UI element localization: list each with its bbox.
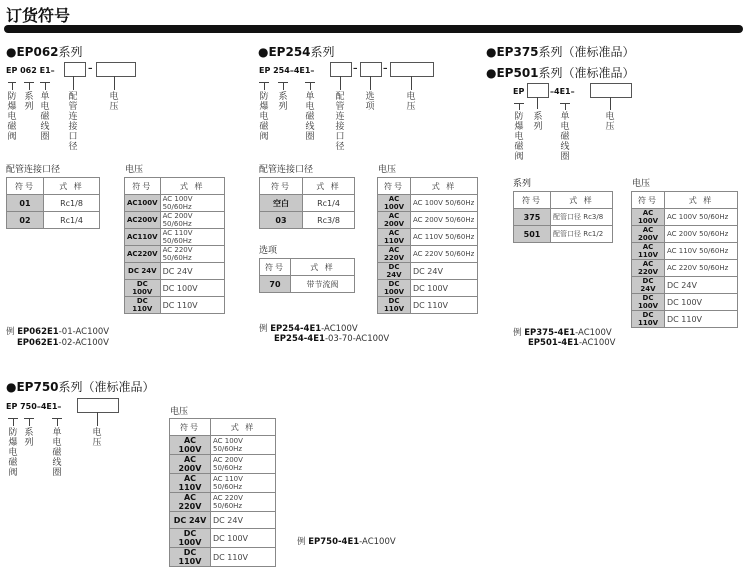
ep254-label: 系列 bbox=[278, 92, 288, 112]
table-cell: AC 220V bbox=[170, 493, 211, 512]
ep062-connector bbox=[45, 82, 46, 90]
table-header: 符号 bbox=[514, 192, 551, 209]
ep062-code: EP 062 E1– bbox=[6, 66, 55, 75]
table-cell: DC 100V bbox=[125, 280, 161, 297]
table-cell: AC110V bbox=[125, 229, 161, 246]
ep254-example-1 bbox=[259, 322, 358, 334]
table-header: 符号 bbox=[378, 178, 411, 195]
ep254-volt-caption: 电压 bbox=[378, 165, 397, 175]
table-cell: DC 24V bbox=[665, 277, 738, 294]
table-cell: DC 110V bbox=[160, 297, 224, 314]
table-cell: DC 110V bbox=[665, 311, 738, 328]
ep254-heading: ●EP254系列 bbox=[258, 45, 335, 59]
ep750-example-1 bbox=[297, 535, 396, 547]
ep375-volt-box bbox=[590, 83, 632, 98]
ep254-label: 配管连接口径 bbox=[335, 92, 345, 152]
table-cell: AC 200V 50/60Hz bbox=[211, 455, 276, 474]
table-cell: AC100V bbox=[125, 195, 161, 212]
example-code: EP750-4E1 bbox=[308, 537, 360, 547]
ep254-connector bbox=[283, 82, 284, 90]
table-cell: DC 110V bbox=[125, 297, 161, 314]
table-cell: AC 110V bbox=[378, 229, 411, 246]
ep062-pipe-table bbox=[6, 177, 100, 229]
example-label: 例 bbox=[297, 537, 306, 547]
page-title: 订货符号 bbox=[6, 6, 71, 25]
ep375-label: 单电磁线圈 bbox=[560, 112, 570, 162]
ep750-series: EP750 bbox=[16, 380, 59, 394]
ep254-connector bbox=[370, 76, 371, 90]
table-cell: 配管口径 Rc1/2 bbox=[551, 226, 613, 243]
ep750-series-suffix: 系列（准标准品） bbox=[58, 380, 155, 394]
example-code: EP501-4E1 bbox=[528, 338, 579, 348]
table-header: 式 样 bbox=[291, 259, 355, 276]
table-cell: AC 200V bbox=[632, 226, 665, 243]
ep375-series-caption: 系列 bbox=[513, 179, 532, 189]
ep254-example-2 bbox=[274, 334, 389, 344]
ep254-dash: – bbox=[353, 64, 358, 74]
table-cell: AC 110V 50/60Hz bbox=[211, 474, 276, 493]
ep375-example-2 bbox=[528, 338, 615, 348]
table-cell: AC 220V 50/60Hz bbox=[665, 260, 738, 277]
ep062-volt-table bbox=[124, 177, 225, 314]
table-header: 式 样 bbox=[411, 178, 478, 195]
table-header: 式 样 bbox=[303, 178, 355, 195]
ep375-label: 防爆电磁阀 bbox=[514, 112, 524, 162]
table-cell: Rc1/8 bbox=[44, 195, 100, 212]
ep750-volt-table bbox=[169, 418, 276, 567]
ep750-connector bbox=[57, 418, 58, 426]
ep062-connector bbox=[73, 76, 74, 90]
example-code: EP062E1 bbox=[17, 338, 59, 348]
table-header: 符号 bbox=[632, 192, 665, 209]
ep062-pipe-caption: 配管连接口径 bbox=[6, 165, 61, 175]
ep254-connector bbox=[264, 82, 265, 90]
table-header: 式 样 bbox=[44, 178, 100, 195]
table-header: 符号 bbox=[260, 178, 303, 195]
ep254-series-suffix: 系列 bbox=[310, 45, 335, 59]
table-cell: 配管口径 Rc3/8 bbox=[551, 209, 613, 226]
table-cell: DC 100V bbox=[632, 294, 665, 311]
ep062-connector bbox=[29, 82, 30, 90]
ep501-series: EP501 bbox=[496, 66, 539, 80]
ep062-pipe-box bbox=[64, 62, 86, 77]
ep254-connector bbox=[340, 76, 341, 90]
table-header: 符号 bbox=[260, 259, 291, 276]
table-cell: AC220V bbox=[125, 246, 161, 263]
title-bar bbox=[4, 25, 743, 33]
ep254-pipe-table bbox=[259, 177, 355, 229]
ep750-label: 单电磁线圈 bbox=[52, 428, 62, 478]
table-cell: Rc1/4 bbox=[44, 212, 100, 229]
table-cell: DC 24V bbox=[211, 512, 276, 529]
table-cell: AC 100V 50/60Hz bbox=[411, 195, 478, 212]
ep062-label: 防爆电磁阀 bbox=[7, 92, 17, 142]
ep254-option-box bbox=[360, 62, 382, 77]
table-cell: AC 200V 50/60Hz bbox=[411, 212, 478, 229]
table-cell: DC 100V bbox=[211, 529, 276, 548]
example-code: EP062E1 bbox=[17, 327, 59, 337]
ep375-connector bbox=[565, 103, 566, 110]
ep375-label: 系列 bbox=[533, 112, 543, 132]
table-cell: AC 220V bbox=[378, 246, 411, 263]
ep750-volt-caption: 电压 bbox=[170, 407, 189, 417]
ep375-series-suffix: 系列（准标准品） bbox=[538, 45, 635, 59]
ep501-heading: ●EP501系列（准标准品） bbox=[486, 66, 635, 80]
table-cell: AC 100V 50/60Hz bbox=[160, 195, 224, 212]
table-cell: DC 110V bbox=[411, 297, 478, 314]
ep375-connector bbox=[519, 103, 520, 110]
ep062-label: 电压 bbox=[109, 92, 119, 112]
ep750-label: 系列 bbox=[24, 428, 34, 448]
table-cell: AC 220V 50/60Hz bbox=[211, 493, 276, 512]
ep254-pipe-caption: 配管连接口径 bbox=[259, 165, 314, 175]
table-cell: DC 100V bbox=[170, 529, 211, 548]
ep501-series-suffix: 系列（准标准品） bbox=[538, 66, 635, 80]
ep375-volt-table bbox=[631, 191, 738, 328]
table-cell: AC 110V bbox=[632, 243, 665, 260]
ep254-connector bbox=[411, 76, 412, 90]
table-cell: 70 bbox=[260, 276, 291, 293]
table-header: 符号 bbox=[170, 419, 211, 436]
table-cell: AC 100V 50/60Hz bbox=[211, 436, 276, 455]
example-code: EP254-4E1 bbox=[274, 334, 325, 344]
table-cell: AC 100V bbox=[378, 195, 411, 212]
example-label: 例 bbox=[259, 324, 268, 334]
table-cell: 02 bbox=[7, 212, 44, 229]
ep375-volt-caption: 电压 bbox=[632, 179, 651, 189]
table-cell: 03 bbox=[260, 212, 303, 229]
table-cell: Rc1/4 bbox=[303, 195, 355, 212]
table-cell: AC 100V bbox=[170, 436, 211, 455]
table-cell: AC 110V 50/60Hz bbox=[411, 229, 478, 246]
table-cell: AC 200V bbox=[378, 212, 411, 229]
table-cell: DC 110V bbox=[170, 548, 211, 567]
ep750-connector bbox=[13, 418, 14, 426]
table-header: 符号 bbox=[7, 178, 44, 195]
table-cell: DC 24V bbox=[170, 512, 211, 529]
table-cell: DC 110V bbox=[378, 297, 411, 314]
ep750-connector bbox=[29, 418, 30, 426]
ep254-label: 防爆电磁阀 bbox=[259, 92, 269, 142]
table-cell: DC 100V bbox=[378, 280, 411, 297]
table-cell: AC 100V bbox=[632, 209, 665, 226]
table-header: 式 样 bbox=[160, 178, 224, 195]
table-cell: DC 24V bbox=[632, 277, 665, 294]
table-cell: DC 100V bbox=[411, 280, 478, 297]
ep254-volt-table bbox=[377, 177, 478, 314]
example-suffix: -AC100V bbox=[578, 338, 616, 348]
ep254-label: 选项 bbox=[365, 92, 375, 112]
ep254-option-table bbox=[259, 258, 355, 293]
ep375-code-prefix: EP bbox=[513, 87, 525, 96]
ep375-heading: ●EP375系列（准标准品） bbox=[486, 45, 635, 59]
table-cell: AC 220V 50/60Hz bbox=[411, 246, 478, 263]
ep254-dash: – bbox=[383, 64, 388, 74]
table-cell: 空白 bbox=[260, 195, 303, 212]
table-cell: AC 200V 50/60Hz bbox=[160, 212, 224, 229]
ep375-series: EP375 bbox=[496, 45, 539, 59]
example-label: 例 bbox=[6, 327, 15, 337]
ep062-series-suffix: 系列 bbox=[58, 45, 83, 59]
ep062-label: 系列 bbox=[24, 92, 34, 112]
ep062-connector bbox=[114, 76, 115, 90]
example-suffix: -02-AC100V bbox=[58, 338, 109, 348]
table-cell: 带节流阀 bbox=[291, 276, 355, 293]
table-header: 式 样 bbox=[211, 419, 276, 436]
table-cell: AC200V bbox=[125, 212, 161, 229]
ep375-connector bbox=[610, 97, 611, 110]
table-cell: AC 200V 50/60Hz bbox=[665, 226, 738, 243]
example-suffix: -03-70-AC100V bbox=[324, 334, 390, 344]
ep375-label: 电压 bbox=[605, 112, 615, 132]
table-cell: 01 bbox=[7, 195, 44, 212]
ep254-series: EP254 bbox=[268, 45, 311, 59]
ep254-pipe-box bbox=[330, 62, 352, 77]
ep750-heading: ●EP750系列（准标准品） bbox=[6, 380, 155, 394]
table-cell: DC 24V bbox=[125, 263, 161, 280]
table-cell: 375 bbox=[514, 209, 551, 226]
ep062-dash: – bbox=[88, 64, 93, 74]
table-cell: DC 110V bbox=[632, 311, 665, 328]
ep062-example-2 bbox=[17, 338, 109, 348]
ep750-volt-box bbox=[77, 398, 119, 413]
ep750-label: 防爆电磁阀 bbox=[8, 428, 18, 478]
table-cell: DC 24V bbox=[411, 263, 478, 280]
table-header: 符号 bbox=[125, 178, 161, 195]
example-suffix: -01-AC100V bbox=[58, 327, 110, 337]
table-cell: DC 100V bbox=[160, 280, 224, 297]
table-cell: Rc3/8 bbox=[303, 212, 355, 229]
ep375-series-box bbox=[527, 83, 549, 98]
table-cell: DC 24V bbox=[378, 263, 411, 280]
table-cell: AC 110V 50/60Hz bbox=[665, 243, 738, 260]
ep062-heading: ●EP062系列 bbox=[6, 45, 83, 59]
ep254-volt-box bbox=[390, 62, 434, 77]
ep254-label: 单电磁线圈 bbox=[305, 92, 315, 142]
table-cell: AC 110V bbox=[170, 474, 211, 493]
table-header: 式 样 bbox=[665, 192, 738, 209]
ep062-series: EP062 bbox=[16, 45, 59, 59]
ep062-volt-caption: 电压 bbox=[125, 165, 144, 175]
table-cell: AC 220V 50/60Hz bbox=[160, 246, 224, 263]
example-suffix: -AC100V bbox=[359, 537, 396, 547]
ep062-label: 单电磁线圈 bbox=[40, 92, 50, 142]
table-cell: AC 220V bbox=[632, 260, 665, 277]
ep062-volt-box bbox=[96, 62, 136, 77]
ep254-label: 电压 bbox=[406, 92, 416, 112]
table-cell: DC 100V bbox=[665, 294, 738, 311]
example-code: EP254-4E1 bbox=[270, 324, 322, 334]
ep375-code-suffix: –4E1– bbox=[550, 87, 575, 96]
table-cell: AC 200V bbox=[170, 455, 211, 474]
example-code: EP375-4E1 bbox=[524, 328, 576, 338]
table-cell: 501 bbox=[514, 226, 551, 243]
table-cell: DC 24V bbox=[160, 263, 224, 280]
ep750-connector bbox=[97, 412, 98, 426]
ep062-example-1 bbox=[6, 325, 109, 337]
ep254-code: EP 254–4E1– bbox=[259, 66, 315, 75]
table-cell: AC 110V 50/60Hz bbox=[160, 229, 224, 246]
ep750-code: EP 750–4E1– bbox=[6, 402, 62, 411]
ep375-example-1 bbox=[513, 326, 612, 338]
table-cell: DC 110V bbox=[211, 548, 276, 567]
table-header: 式 样 bbox=[551, 192, 613, 209]
ep254-connector bbox=[310, 82, 311, 90]
example-label: 例 bbox=[513, 328, 522, 338]
ep375-series-table bbox=[513, 191, 613, 243]
ep062-label: 配管连接口径 bbox=[68, 92, 78, 152]
ep062-connector bbox=[12, 82, 13, 90]
example-suffix: -AC100V bbox=[321, 324, 358, 334]
table-cell: AC 100V 50/60Hz bbox=[665, 209, 738, 226]
ep254-option-caption: 选项 bbox=[259, 246, 278, 256]
example-suffix: -AC100V bbox=[575, 328, 612, 338]
ep375-connector bbox=[537, 97, 538, 109]
ep750-label: 电压 bbox=[92, 428, 102, 448]
